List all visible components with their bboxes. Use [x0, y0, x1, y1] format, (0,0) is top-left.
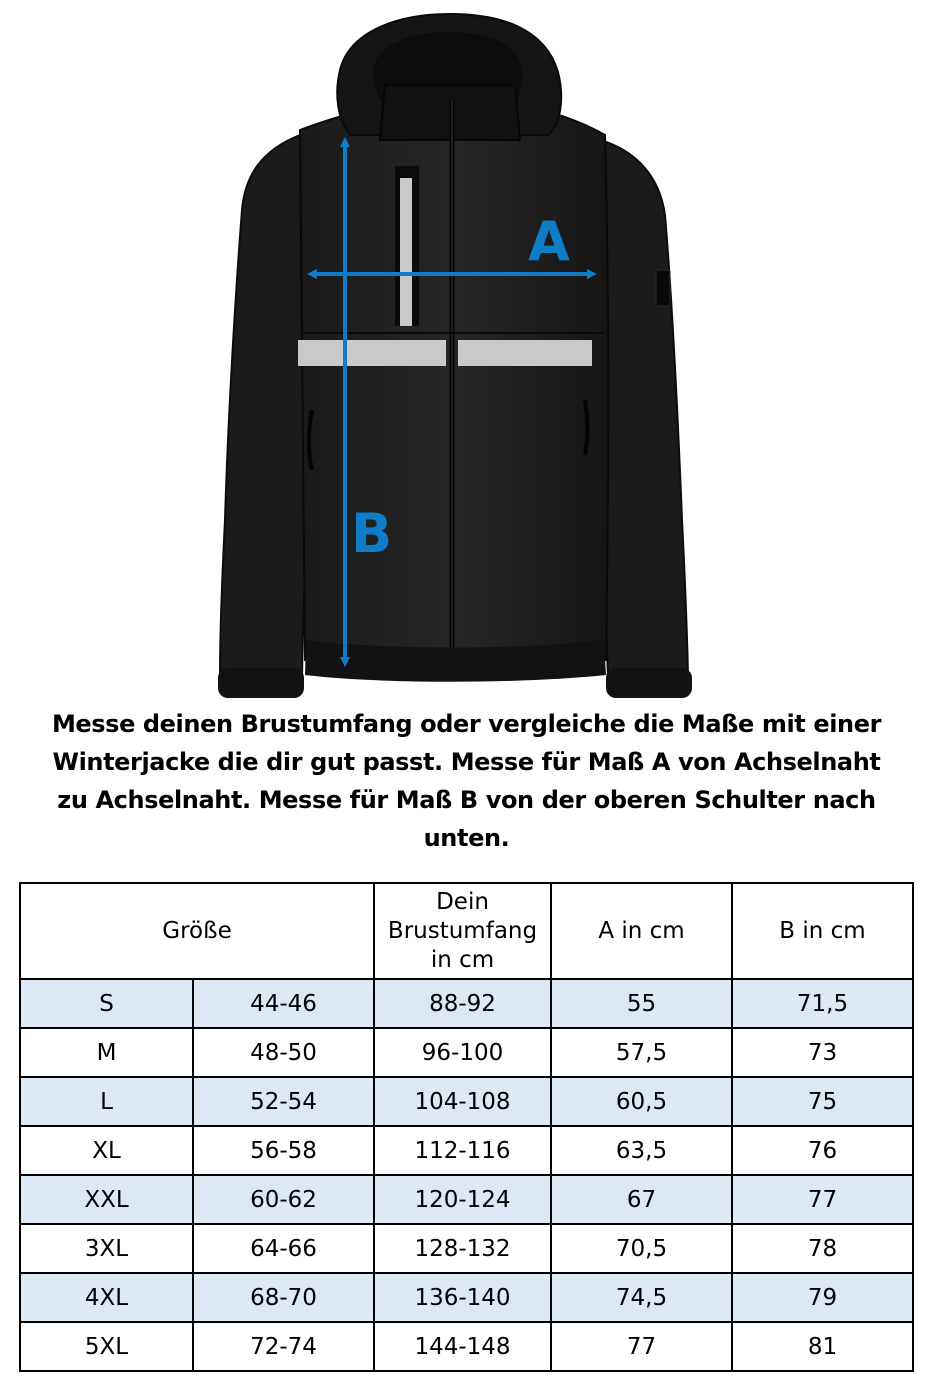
- header-chest-line: Dein: [436, 888, 489, 915]
- cell-size: XL: [20, 1126, 193, 1175]
- cell-eu-size: 60-62: [193, 1175, 374, 1224]
- cell-b: 81: [732, 1322, 913, 1371]
- reflective-stripe-left: [298, 340, 446, 366]
- cell-b: 75: [732, 1077, 913, 1126]
- cell-chest: 88-92: [374, 979, 551, 1028]
- cell-size: S: [20, 979, 193, 1028]
- cell-b: 77: [732, 1175, 913, 1224]
- cell-a: 55: [551, 979, 732, 1028]
- cell-a: 70,5: [551, 1224, 732, 1273]
- cell-eu-size: 56-58: [193, 1126, 374, 1175]
- cell-eu-size: 52-54: [193, 1077, 374, 1126]
- cell-b: 76: [732, 1126, 913, 1175]
- left-cuff: [218, 668, 304, 698]
- cell-b: 79: [732, 1273, 913, 1322]
- chest-pocket-reflective: [400, 178, 412, 326]
- cell-a: 57,5: [551, 1028, 732, 1077]
- cell-eu-size: 72-74: [193, 1322, 374, 1371]
- sleeve-patch: [656, 270, 670, 306]
- table-row: [20, 1273, 913, 1322]
- label-a: A: [528, 210, 570, 273]
- table-header-row: [20, 883, 913, 979]
- cell-chest: 144-148: [374, 1322, 551, 1371]
- cell-eu-size: 64-66: [193, 1224, 374, 1273]
- header-b: B in cm: [732, 883, 913, 979]
- cell-eu-size: 68-70: [193, 1273, 374, 1322]
- cell-b: 73: [732, 1028, 913, 1077]
- cell-size: L: [20, 1077, 193, 1126]
- cell-a: 67: [551, 1175, 732, 1224]
- header-chest-line: Brustumfang: [387, 917, 538, 944]
- cell-size: 5XL: [20, 1322, 193, 1371]
- instruction-line: Winterjacke die dir gut passt. Messe für Maß A von Achselnaht: [52, 748, 881, 776]
- cell-a: 60,5: [551, 1077, 732, 1126]
- table-row: [20, 1028, 913, 1077]
- table-row: [20, 979, 913, 1028]
- cell-a: 74,5: [551, 1273, 732, 1322]
- instruction-line: zu Achselnaht. Messe für Maß B von der oberen Schulter nach: [57, 786, 876, 814]
- header-size: Größe: [20, 883, 374, 979]
- cell-b: 71,5: [732, 979, 913, 1028]
- cell-size: XXL: [20, 1175, 193, 1224]
- table-row: [20, 1175, 913, 1224]
- cell-chest: 96-100: [374, 1028, 551, 1077]
- header-chest-line: in cm: [430, 946, 495, 973]
- cell-chest: 136-140: [374, 1273, 551, 1322]
- table-row: [20, 1126, 913, 1175]
- header-a: A in cm: [551, 883, 732, 979]
- header-chest: [374, 883, 551, 979]
- table-row: [20, 1322, 913, 1371]
- cell-chest: 112-116: [374, 1126, 551, 1175]
- table-row: [20, 1224, 913, 1273]
- instruction-line: Messe deinen Brustumfang oder vergleiche die Maße mit einer: [51, 710, 882, 738]
- cell-b: 78: [732, 1224, 913, 1273]
- cell-chest: 120-124: [374, 1175, 551, 1224]
- table-row: [20, 1077, 913, 1126]
- right-cuff: [606, 668, 692, 698]
- cell-chest: 128-132: [374, 1224, 551, 1273]
- cell-eu-size: 44-46: [193, 979, 374, 1028]
- cell-chest: 104-108: [374, 1077, 551, 1126]
- size-chart-table: [19, 882, 914, 1372]
- measuring-instructions: [20, 705, 913, 857]
- reflective-stripe-right: [458, 340, 592, 366]
- label-b: B: [351, 502, 393, 565]
- cell-a: 63,5: [551, 1126, 732, 1175]
- cell-eu-size: 48-50: [193, 1028, 374, 1077]
- cell-size: 3XL: [20, 1224, 193, 1273]
- cell-size: M: [20, 1028, 193, 1077]
- cell-size: 4XL: [20, 1273, 193, 1322]
- instruction-line: unten.: [423, 824, 510, 852]
- cell-a: 77: [551, 1322, 732, 1371]
